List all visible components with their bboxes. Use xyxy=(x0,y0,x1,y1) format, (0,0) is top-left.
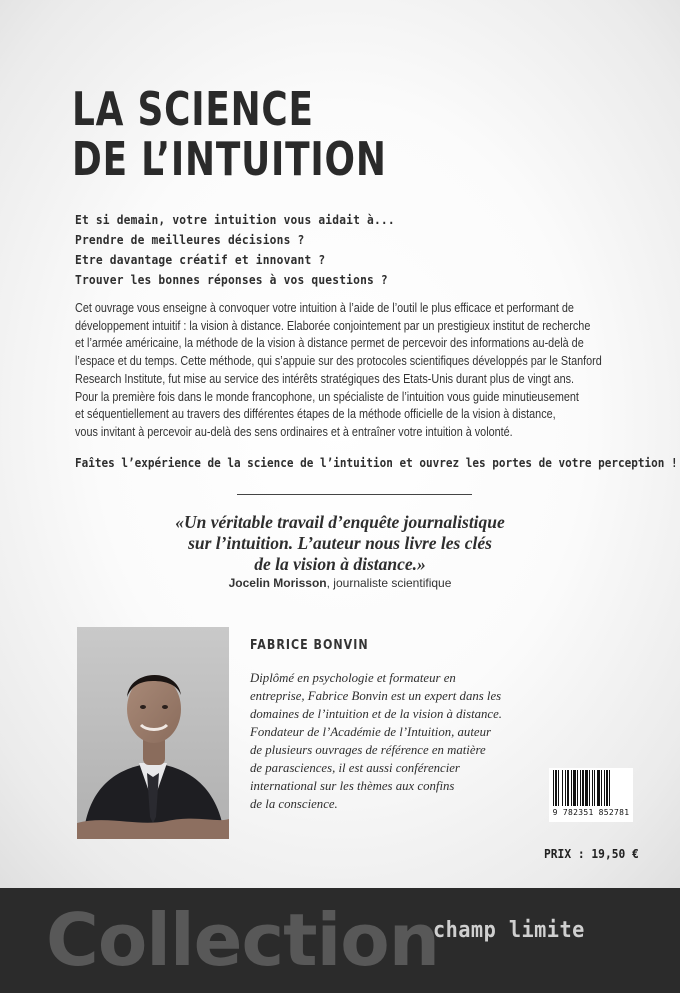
description-line: Pour la première fois dans le monde francophone, un spécialiste de l’intuition vous guide minutieusement xyxy=(75,389,579,404)
description-line: Research Institute, fut mise au service des intérêts stratégiques des Etats-Unis durant plus de vingt ans. xyxy=(75,371,575,386)
press-quote xyxy=(0,512,680,575)
tagline: Faîtes l’expérience de la science de l’intuition et ouvrez les portes de votre perception ! xyxy=(75,455,678,470)
divider xyxy=(237,494,472,495)
quote-line: de la vision à distance.» xyxy=(254,554,426,574)
quote-line: «Un véritable travail d’enquête journalistique xyxy=(175,512,505,532)
barcode-icon xyxy=(549,768,633,808)
intro-question: Et si demain, votre intuition vous aidait à... xyxy=(75,212,395,227)
bio-line: de plusieurs ouvrages de référence en matière xyxy=(250,743,486,757)
book-title xyxy=(72,84,387,184)
isbn-number: 9 782351 852781 xyxy=(552,808,630,817)
description-line: développement intuitif : la vision à distance. Elaborée conjointement par un prestigieux institut de recherche xyxy=(75,318,591,333)
author-photo xyxy=(77,627,229,839)
collection-banner xyxy=(0,888,680,993)
description-line: vous invitant à percevoir au-delà des sens ordinaires et à entraîner votre intuition à volonté. xyxy=(75,424,513,439)
bio-line: international sur les thèmes aux confins xyxy=(250,779,455,793)
author-portrait-icon xyxy=(77,627,229,839)
collection-label: Collection xyxy=(46,898,439,982)
description-line: et séquentiellement au travers des différentes étapes de la méthode officielle de la vision à distance, xyxy=(75,407,556,422)
bio-line: entreprise, Fabrice Bonvin est un expert dans les xyxy=(250,689,502,703)
quote-line: sur l’intuition. L’auteur nous livre les clés xyxy=(188,533,492,553)
bio-line: de parasciences, il est aussi conférencier xyxy=(250,761,460,775)
intro-question: Prendre de meilleures décisions ? xyxy=(75,232,305,247)
author-name: FABRICE BONVIN xyxy=(250,638,369,653)
author-bio xyxy=(250,669,550,813)
description-line: Cet ouvrage vous enseigne à convoquer votre intuition à l’aide de l’outil le plus efficace et performant de xyxy=(75,301,574,315)
book-description xyxy=(75,300,625,442)
quote-attribution xyxy=(0,576,680,590)
intro-question: Trouver les bonnes réponses à vos questions ? xyxy=(75,272,388,287)
bio-line: Diplômé en psychologie et formateur en xyxy=(250,671,456,685)
isbn-barcode xyxy=(549,768,633,822)
bio-line: de la conscience. xyxy=(250,797,338,811)
description-line: l’espace et du temps. Cette méthode, qui s’appuie sur des protocoles scientifiques développés par le Stanford xyxy=(75,354,602,369)
series-name: champ limite xyxy=(433,918,585,943)
price-label: PRIX : 19,50 € xyxy=(544,846,639,861)
intro-question: Etre davantage créatif et innovant ? xyxy=(75,252,326,267)
book-title-line-1: LA SCIENCE xyxy=(72,82,314,136)
book-title-line-2: DE L’INTUITION xyxy=(72,132,387,186)
bio-line: domaines de l’intuition et de la vision à distance. xyxy=(250,707,502,721)
bio-line: Fondateur de l’Académie de l’Intuition, auteur xyxy=(250,725,491,739)
quote-author-name: Jocelin Morisson xyxy=(228,576,327,590)
quote-author-role: , journaliste scientifique xyxy=(326,576,452,590)
intro-questions xyxy=(75,210,635,290)
description-line: et l’armée américaine, la méthode de la vision à distance permet de percevoir des informations au-delà de xyxy=(75,336,584,351)
